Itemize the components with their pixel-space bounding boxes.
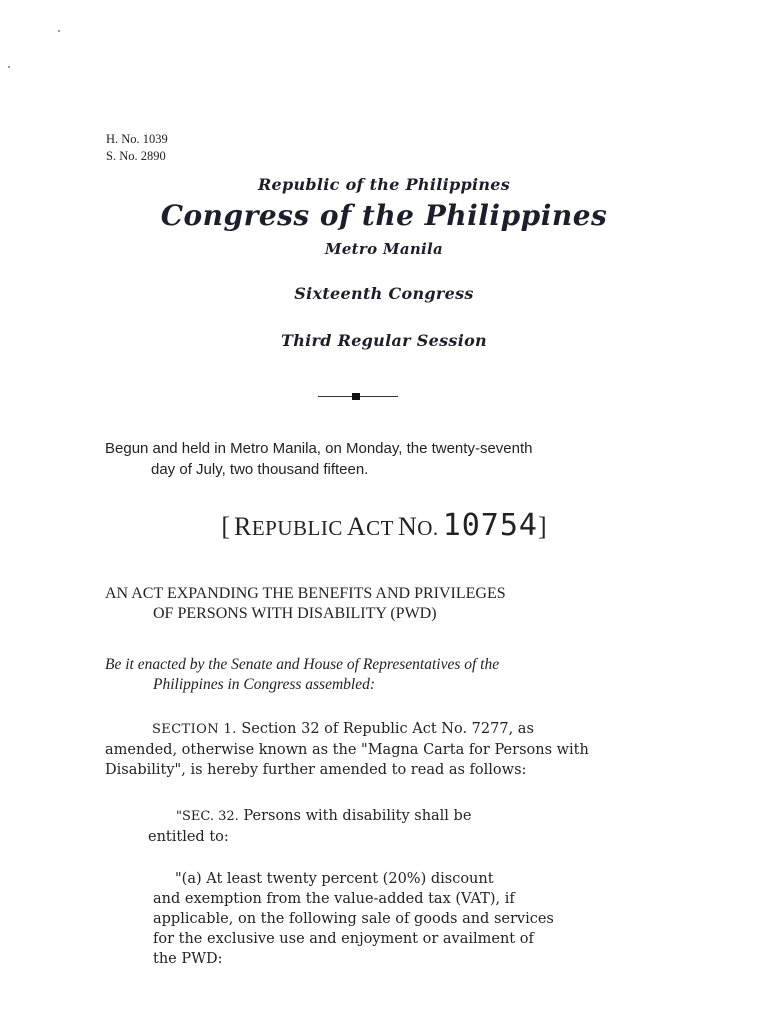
paragraph-a-line-2: and exemption from the value-added tax (VAT), if [153,891,515,907]
open-bracket: [ [221,512,230,541]
act-title-line-1: AN ACT EXPANDING THE BENEFITS AND PRIVILEGES [105,585,506,602]
paragraph-a [153,869,569,969]
section-1-text-3: Disability", is hereby further amended to read as follows: [105,762,527,778]
congress-number-heading: Sixteenth Congress [294,284,474,303]
enacting-line-1: Be it enacted by the Senate and House of Representatives of the [105,656,500,673]
house-bill-number: H. No. 1039 [106,132,168,146]
paragraph-a-line-4: for the exclusive use and enjoyment or availment of [153,931,534,947]
begun-line-1: Begun and held in Metro Manila, on Monday, the twenty-seventh [105,440,533,457]
label-initial-r: R [234,512,252,541]
section-32 [148,806,568,847]
enacting-clause [105,655,685,695]
enacting-line-2: Philippines in Congress assembled: [153,676,376,693]
bill-numbers [106,131,168,165]
congress-heading: Congress of the Philippines [160,199,608,232]
label-rest-epublic: EPUBLIC [251,516,343,540]
location-heading: Metro Manila [324,240,444,258]
section-1-text-2: amended, otherwise known as the "Magna Carta for Persons with [105,742,589,758]
republic-heading: Republic of the Philippines [257,175,511,194]
label-initial-a: A [346,512,367,541]
paragraph-a-line-1: "(a) At least twenty percent (20%) discount [175,871,494,887]
begun-line-2: day of July, two thousand fifteen. [151,461,369,478]
begun-statement [105,438,625,480]
senate-bill-number: S. No. 2890 [106,149,166,163]
divider-square [352,393,360,400]
paragraph-a-line-3: applicable, on the following sale of goods and services [153,911,554,927]
sec-32-text-1: Persons with disability shall be [243,808,472,824]
section-1-label: SECTION 1. [152,722,237,737]
label-rest-o: O. [417,516,439,540]
label-initial-n: N [397,512,418,541]
section-1 [105,719,665,780]
act-number: 10754 [442,508,538,543]
section-1-text-1: Section 32 of Republic Act No. 7277, as [241,721,534,737]
sec-32-text-2: entitled to: [148,829,229,845]
session-heading: Third Regular Session [281,331,487,350]
republic-act-number [0,508,768,543]
label-rest-ct: CT [366,516,394,540]
act-title-line-2: OF PERSONS WITH DISABILITY (PWD) [153,605,437,622]
paragraph-a-line-5: the PWD: [153,951,223,967]
scan-speck [58,30,60,32]
act-title [105,584,665,624]
close-bracket: ] [538,512,547,541]
sec-32-label: "SEC. 32. [176,809,239,824]
scan-speck [8,66,10,68]
